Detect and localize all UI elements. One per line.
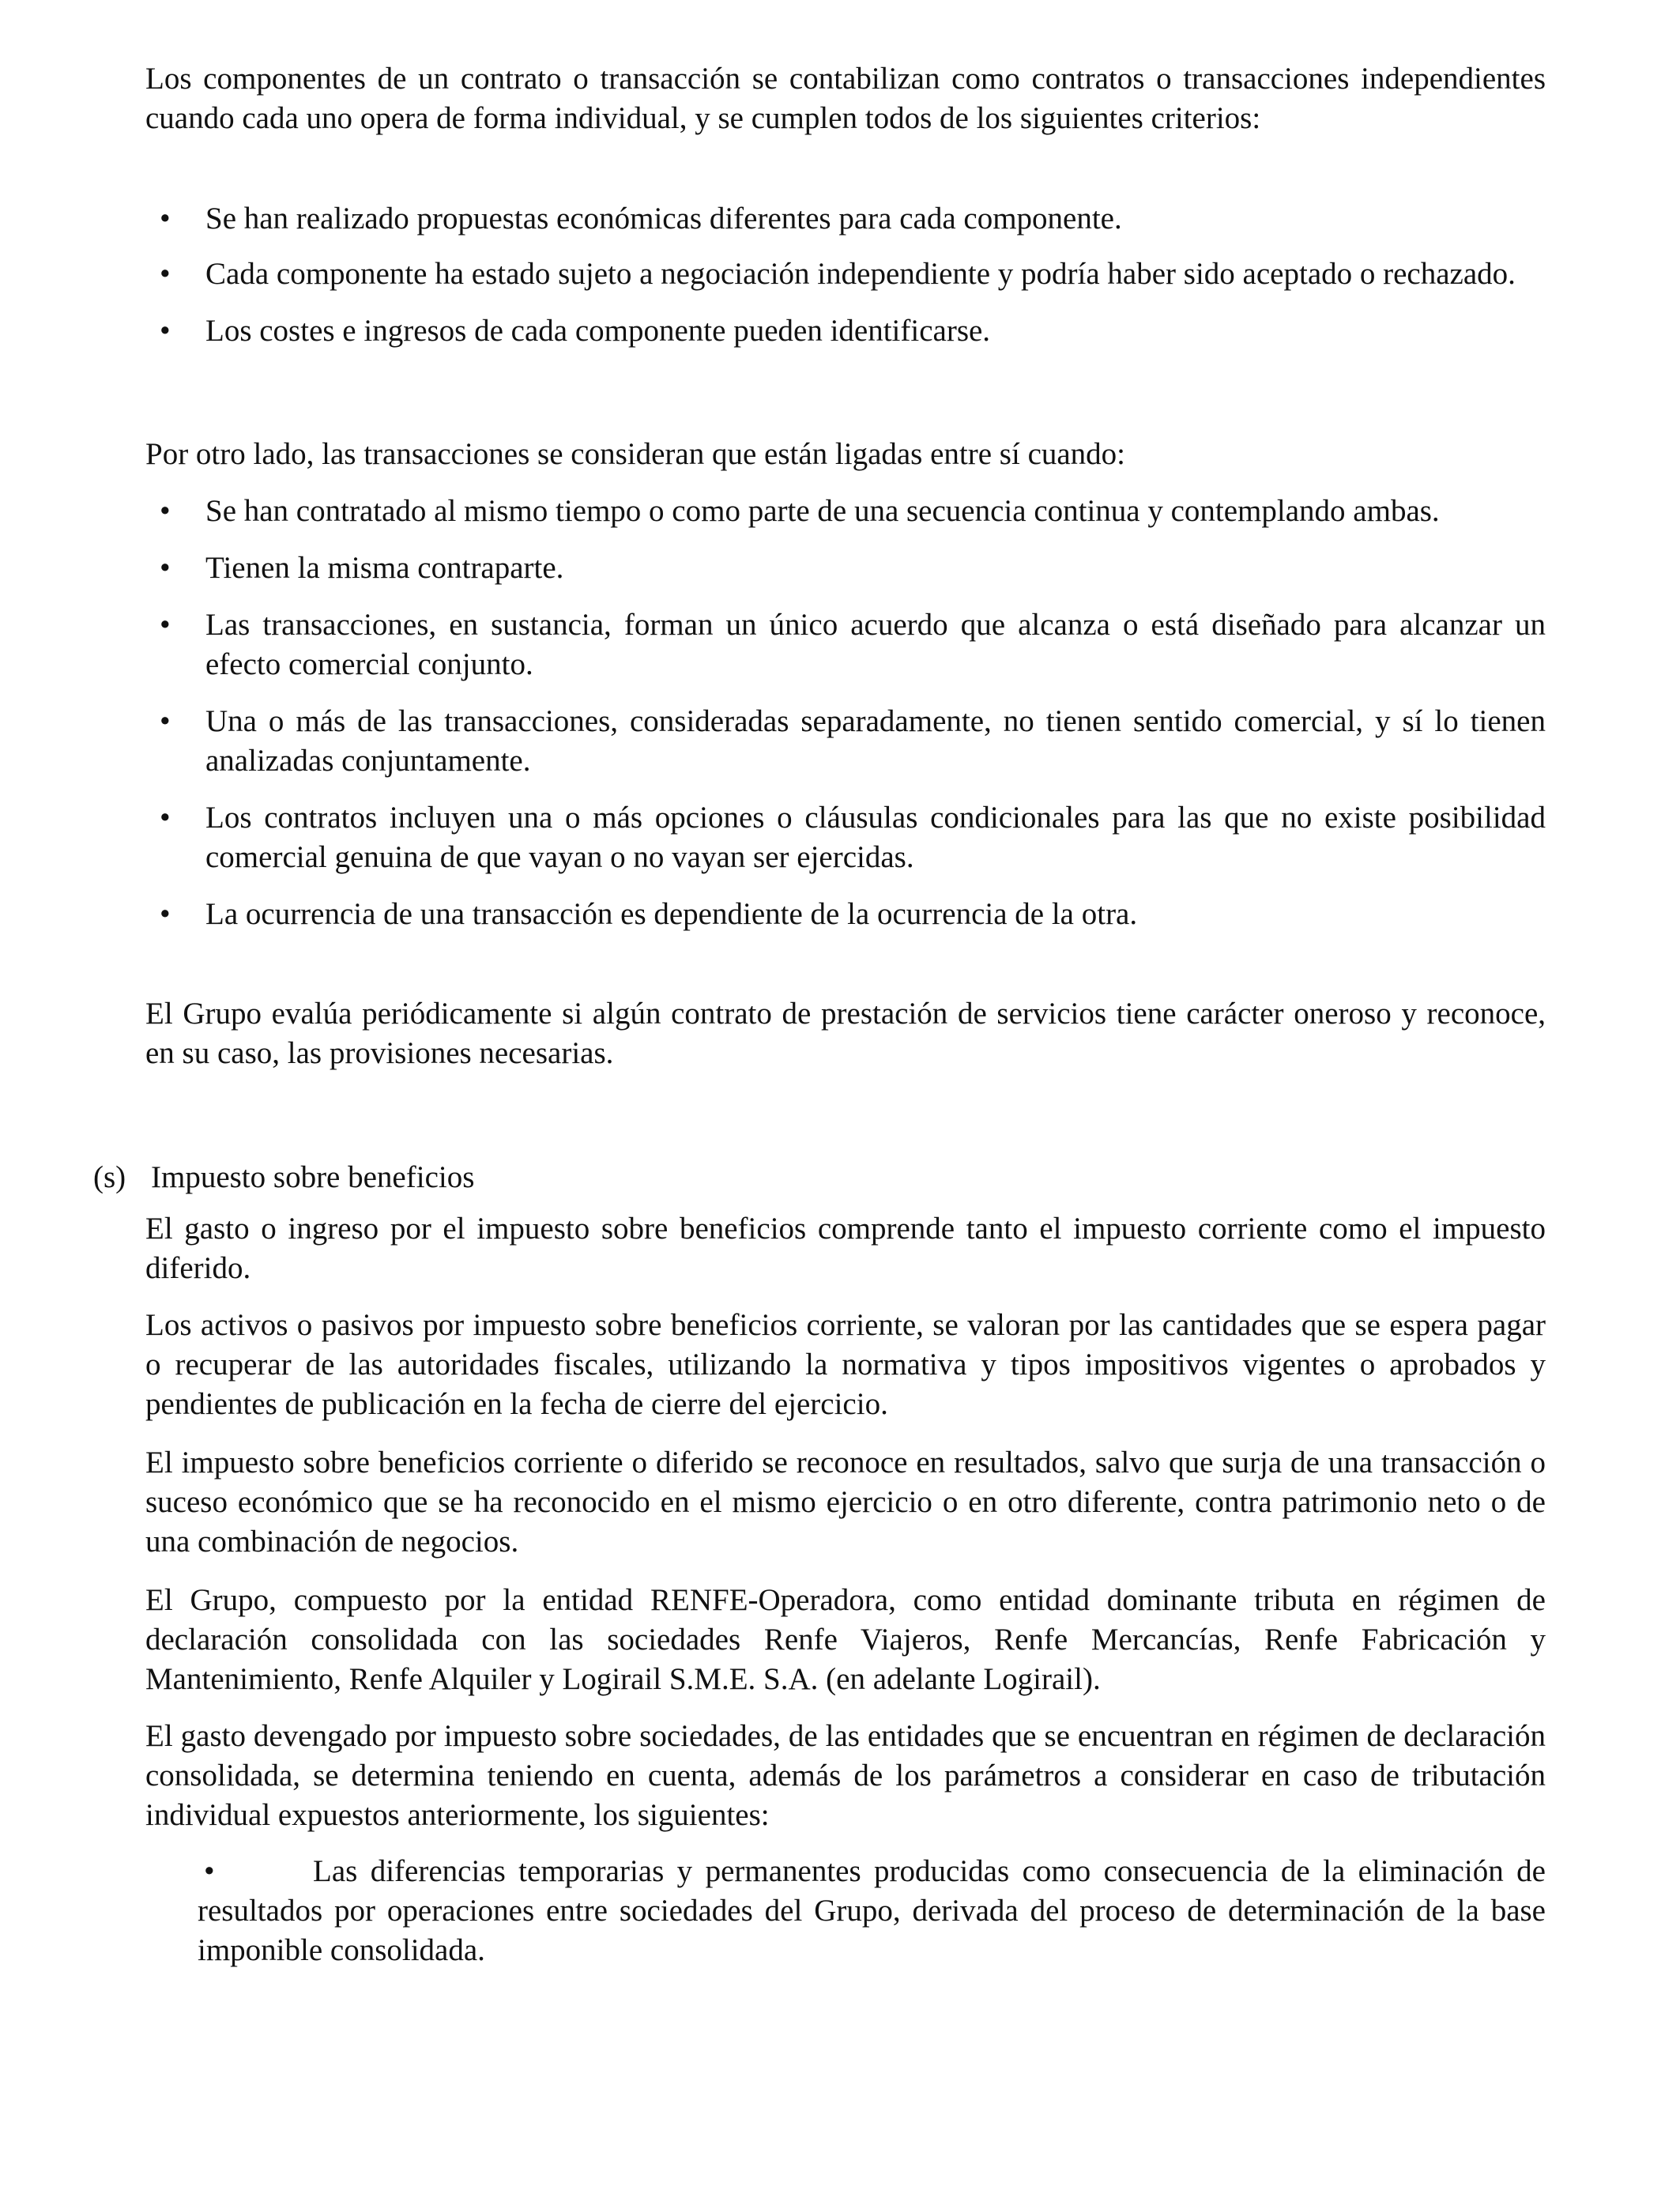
bullet-icon: • — [160, 494, 171, 528]
list-item — [145, 254, 1546, 294]
list-item — [145, 605, 1546, 684]
list-item-text: Una o más de las transacciones, consideradas separadamente, no tienen sentido comercial, y sí lo tienen analizadas conjuntamente. — [205, 704, 1546, 778]
bullet-icon: • — [160, 314, 171, 348]
bullet-icon: • — [160, 257, 171, 291]
list-item-text: Las transacciones, en sustancia, forman un único acuerdo que alcanza o está diseñado para alcanzar un efecto comercial conjunto. — [205, 608, 1546, 681]
bullet-icon: • — [160, 608, 171, 642]
tax-paragraph-4: El Grupo, compuesto por la entidad RENFE-Operadora, como entidad dominante tributa en régimen de declaración consolidada con las sociedades Renfe Viajeros, Renfe Mercancías, Renfe Fabricación y Mantenimiento, Renfe Alquiler y Logirail S.M.E. S.A. (en adelante Logirail). — [145, 1583, 1546, 1696]
list-item — [145, 798, 1546, 877]
list-item-text: La ocurrencia de una transacción es dependiente de la ocurrencia de la otra. — [205, 897, 1138, 931]
list-item — [145, 548, 1546, 588]
tax-paragraph-3: El impuesto sobre beneficios corriente o diferido se reconoce en resultados, salvo que surja de una transacción o suceso económico que se ha reconocido en el mismo ejercicio o en otro diferente, contra patrimonio neto o de una combinación de negocios. — [145, 1446, 1546, 1559]
list-item-text: Se han contratado al mismo tiempo o como parte de una secuencia continua y contemplando ambas. — [205, 494, 1440, 528]
bullet-icon: • — [160, 704, 171, 738]
list-item — [145, 895, 1546, 934]
onerous-contracts-paragraph: El Grupo evalúa periódicamente si algún contrato de prestación de servicios tiene carácter oneroso y reconoce, en su caso, las provisiones necesarias. — [145, 997, 1546, 1070]
section-heading — [93, 1158, 474, 1197]
linked-criteria-list — [145, 492, 1546, 934]
tax-paragraph-2: Los activos o pasivos por impuesto sobre beneficios corriente, se valoran por las cantidades que se espera pagar o recuperar de las autoridades fiscales, utilizando la normativa y tipos impositivos vigentes o aprobados y pendientes de publicación en la fecha de cierre del ejercicio. — [145, 1308, 1546, 1421]
list-item-text: Los costes e ingresos de cada componente pueden identificarse. — [205, 314, 991, 348]
list-item — [145, 311, 1546, 351]
consolidation-bullet — [198, 1852, 1546, 1970]
tax-paragraph-1: El gasto o ingreso por el impuesto sobre beneficios comprende tanto el impuesto corriente como el impuesto diferido. — [145, 1212, 1546, 1285]
list-item-text: Las diferencias temporarias y permanentes producidas como consecuencia de la eliminación de resultados por operaciones entre sociedades del Grupo, derivada del proceso de determinación de la base imponible consolidada. — [198, 1854, 1546, 1967]
list-item-text: Los contratos incluyen una o más opciones o cláusulas condicionales para las que no existe posibilidad comercial genuina de que vayan o no vayan ser ejercidas. — [205, 801, 1546, 874]
bullet-icon: • — [160, 897, 171, 931]
section-marker: (s) — [93, 1160, 126, 1194]
intro-criteria-list — [145, 199, 1546, 351]
intro-paragraph: Los componentes de un contrato o transacción se contabilizan como contratos o transacciones independientes cuando cada uno opera de forma individual, y se cumplen todos de los siguientes criterios: — [145, 62, 1546, 135]
tax-paragraph-5: El gasto devengado por impuesto sobre sociedades, de las entidades que se encuentran en régimen de declaración consolidada, se determina teniendo en cuenta, además de los parámetros a considerar en caso de tributación individual expuestos anteriormente, los siguientes: — [145, 1719, 1546, 1832]
bullet-icon: • — [204, 1854, 215, 1888]
list-item — [145, 492, 1546, 531]
list-item — [145, 199, 1546, 239]
bullet-icon: • — [160, 202, 171, 236]
list-item — [145, 702, 1546, 781]
section-title: Impuesto sobre beneficios — [151, 1160, 475, 1194]
list-item-text: Se han realizado propuestas económicas diferentes para cada componente. — [205, 202, 1122, 236]
bullet-icon: • — [160, 801, 171, 835]
list-item-text: Tienen la misma contraparte. — [205, 551, 564, 585]
list-item-text: Cada componente ha estado sujeto a negociación independiente y podría haber sido aceptado o rechazado. — [205, 257, 1516, 291]
bullet-icon: • — [160, 551, 171, 585]
linked-transactions-paragraph: Por otro lado, las transacciones se consideran que están ligadas entre sí cuando: — [145, 437, 1126, 471]
